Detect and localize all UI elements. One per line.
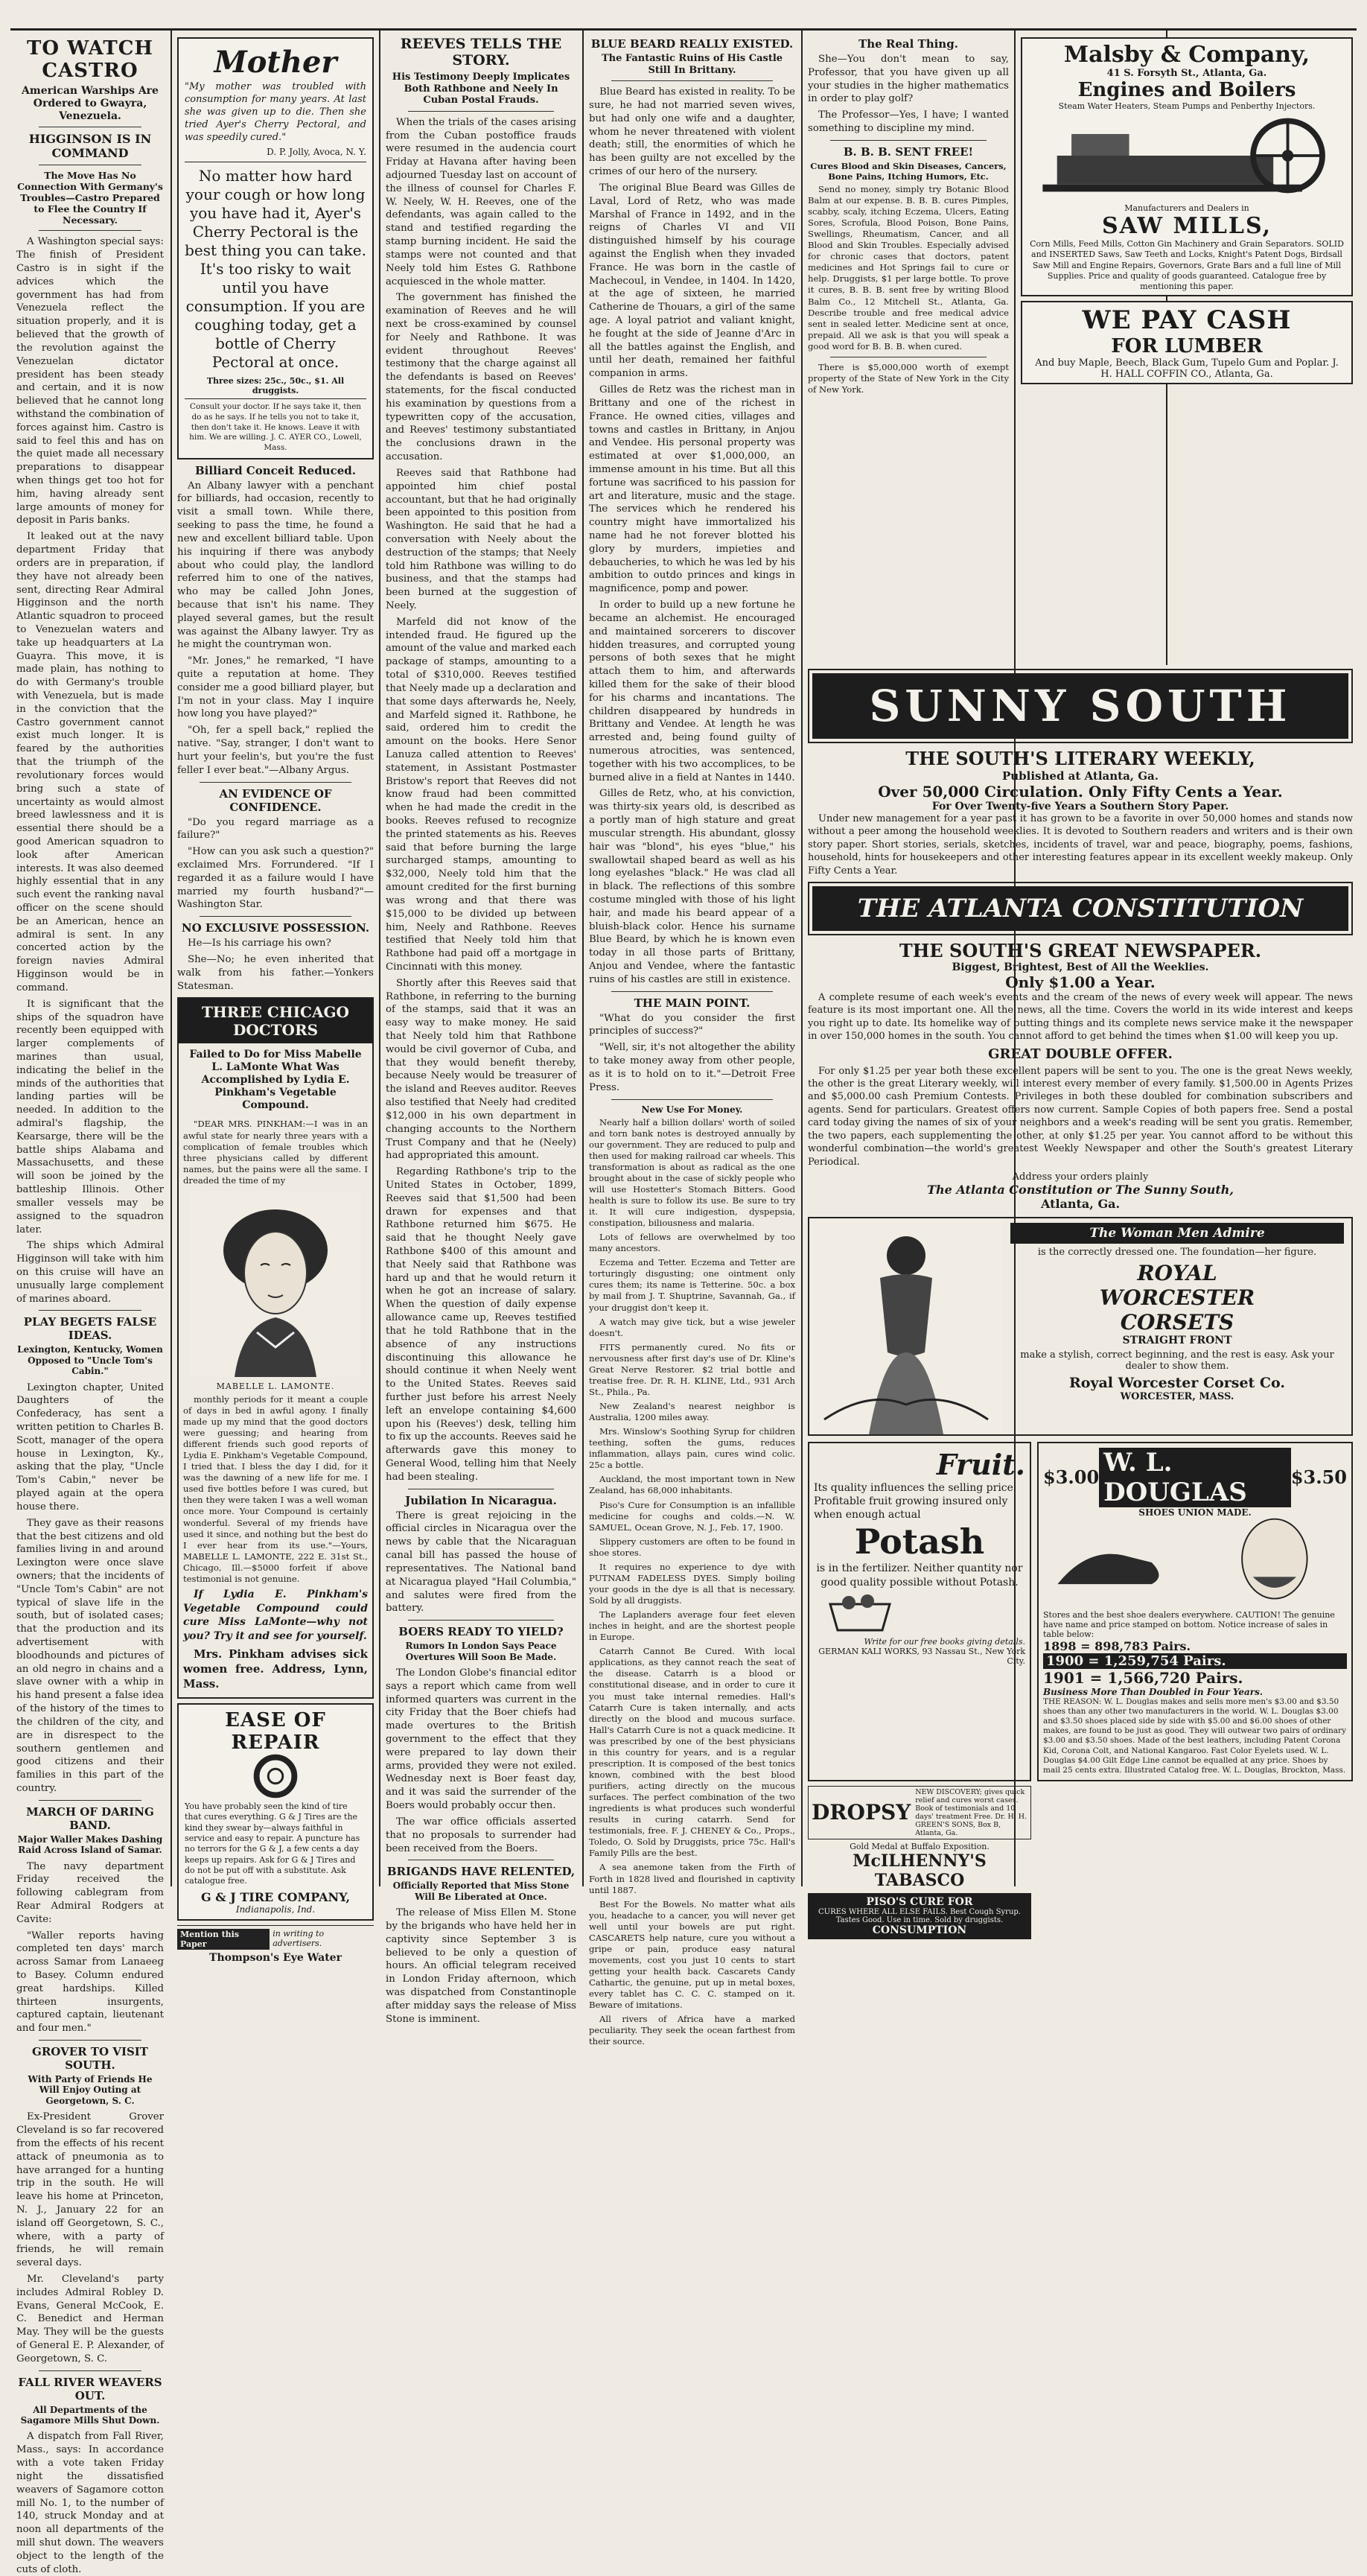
paragraph: monthly periods for it meant a couple of days in bed in awful agony. I finally made up my mind that the good doctors were guessing; and hearing from different friends such good reports of Lydia E. Pinkham's Vegetable Compound, I tried that. I bless the day I did, for it was the dawning of a new life for me. I used five bottles before I was cured, but then they were taken I was a well woman once more. Your Compound is certainly wonderful. Several of my friends have used it since, and nothing but the best do I ever hear from its use."—Yours, MABELLE L. LAMONTE, 222 E. 31st St., Chicago, Ill.—$5000 forfeit if above testimonial is not genuine. [183,1393,368,1584]
paragraph: There is $5,000,000 worth of exempt property of the State of New York in the City of New York. [808,361,1009,395]
ad-company: G & J TIRE COMPANY, [200,1889,351,1904]
divider [200,916,351,917]
ad-title: WE PAY CASH [1082,305,1292,336]
headline-bbb: B. B. B. SENT FREE! [843,144,974,159]
divider [39,1310,141,1311]
headline-blue-beard: BLUE BEARD REALLY EXISTED. [590,37,794,51]
paragraph: "Well, sir, it's not altogether the ability to take money away from other people, as it is to hold on to it."—Detroit Free Press. [589,1042,795,1093]
ad-line: For Over Twenty-five Years a Southern Story Paper. [931,801,1229,812]
portrait-illustration [190,1191,361,1377]
ad-title: THE SOUTH'S LITERARY WEEKLY, [905,748,1255,769]
divider [39,230,141,231]
paragraph: The government has finished the examination of Reeves and he will next be cross-examined by counsel for Neely and Rathbone. It was evident throughout Reeves' testimony that the charge against all the defendants is based on Reeves' statements, for the fiscal conducted his examination by questions from a typewritten copy of the accusation, and Reeves' testimony substantiated the conclusions drawn in the accusation. [386,292,576,463]
paragraph: It requires no experience to dye with PUTNAM FADELESS DYES. Simply boiling your goods in the dye is all that is necessary. Sold by all druggists. [589,1561,795,1606]
paragraph: A Washington special says: The finish of President Castro is in sight if the advices which the government has had from Venezuela reflect the situation properly, and it is believed that the growth of the revolution against the Venezuelan dictator president has been steady and certain, and it is now believed that he cannot long withstand the combination of forces against him. Castro is said to feel this and has on the quiet made all necessary preparations to disappear when things get too hot for him, having already sent large amounts of money for deposit in Paris banks. [16,236,164,527]
ad-line: Write for our free books giving details. [864,1636,1025,1647]
ad-line: Address your orders plainly [1012,1171,1149,1183]
ad-body: Its quality influences the selling price. Profitable fruit growing insured only when enough actual [814,1481,1017,1521]
ad-title: GREAT DOUBLE OFFER. [988,1046,1173,1062]
footer-strip [177,1925,374,1950]
paragraph: Shortly after this Reeves said that Rathbone, in referring to the burning of the stamps, said that it was an easy way to make money. He said that Neely told him that Rathbone would be civil governor of Cuba, and that they would benefit thereby, because Neely would be treasurer of the island and Reeves auditor. Reeves also testified that Neely had credited $12,000 in his own department in changing accounts to the Northern Trust Company and that he (Neely) had appropriated this amount. [386,977,576,1162]
ad-pitch: No matter how hard your cough or how long you have had it, Ayer's Cherry Pectoral is the best thing you can take. It's too risky to wait until you have consumption. If you are coughing today, get a bottle of Cherry Pectoral at once. [185,167,366,372]
paragraph: Mrs. Winslow's Soothing Syrup for children teething, soften the gums, reduces inflammation, allays pain, cures wind colic. 25c a bottle. [589,1426,795,1471]
fruit-basket-icon [814,1589,1025,1634]
bottom-ad-row [808,1786,1353,1939]
ad-brand: CORSETS [1120,1309,1234,1335]
divider [200,782,351,783]
ad-body: make a stylish, correct beginning, and the rest is easy. Ask your dealer to show them. [1020,1349,1334,1372]
ad-sunny-south [808,669,1353,743]
paragraph: Mr. Cleveland's party includes Admiral Robley D. Evans, General McCook, E. C. Benedict and Herman May. They will be the guests of General E. P. Alexander, of Georgetown, S. C. [16,2274,164,2364]
paragraph: It is significant that the ships of the squadron have recently been equipped with larger complements of marines than usual, indicating the belief in the minds of the authorities that landing parties will be needed. In addition to the admiral's flagship, the Kearsarge, there will be the battle ships Alabama and Massachusetts, and these will soon be joined by the battleship Illinois. Other smaller vessels may be assigned to the squadron later. [16,998,164,1235]
paragraph: Gilles de Retz was the richest man in Brittany and one of the richest in France. He owned cities, villages and towns and castles in Brittany, in Anjou and Vendee. His personal property was estimated at over $1,000,000, an immense amount in his time. But all this fortune was sacrificed to his passion for art and literature, music and the stage. The services which he rendered his country might have immortalized his name had he not forever blotted his glory by murders, impieties and debaucheries, to which he was led by his ambition to outdo princes and kings in magnificence, pomp and power. [589,384,795,595]
headline-fall-river: FALL RIVER WEAVERS OUT. [18,2375,162,2402]
divider [39,1800,141,1801]
column-machinery-ads [1016,33,1357,661]
ad-line: Over 50,000 Circulation. Only Fifty Cents a Year. [878,783,1283,801]
paragraph: She—You don't mean to say, Professor, that you have given up all your studies in the higher mathematics in order to play golf? [808,54,1009,105]
paragraph: It leaked out at the navy department Friday that orders are in preparation, if they have not already been sent, directing Rear Admiral Higginson and the north Atlantic squadron to proceed to Venezuelan waters and take up headquarters at La Guayra. This move, it is made plain, has nothing to do with Germany's trouble with Venezuela, but is made in the conviction that the Castro government cannot exist much longer. It is feared by the authorities that the triumph of the revolutionary forces would bring such a state of uncertainty as would almost breed lawlessness and it is essential there should be a good American squadron to look after American interests. It was also deemed highly essential that in any such event the ranking naval officer on the scene should be an American, hence an admiral is sent. In any concerted action by the foreign navies Admiral Higginson would be in command. [16,531,164,993]
divider [408,111,554,112]
ad-royal-worcester [808,1217,1353,1436]
ad-body: is in the fertilizer. Neither quantity nor good quality possible without Potash. [816,1562,1023,1588]
corset-illustration [809,1218,1003,1434]
ad-ayer-cherry-pectoral [177,37,374,459]
shoe-illustration [1043,1518,1347,1607]
paragraph: Piso's Cure for Consumption is an infallible medicine for coughs and colds.—N. W. SAMUEL, Ocean Grove, N. J., Feb. 17, 1900. [589,1499,795,1533]
bottom-ad-row [808,1442,1353,1781]
paragraph: FITS permanently cured. No fits or nervousness after first day's use of Dr. Kline's Great Nerve Restorer. $2 trial bottle and treatise free. Dr. R. H. KLINE, Ltd., 931 Arch St., Phila., Pa. [589,1341,795,1397]
ad-title: SAW MILLS, [1101,213,1272,239]
paragraph: A sea anemone taken from the Firth of Forth in 1828 lived and flourished in captivity until 1887. [589,1862,795,1895]
divider [830,140,987,141]
column-reeves [381,33,581,2025]
headline-billiard: Billiard Conceit Reduced. [195,463,356,477]
headline-brigands: BRIGANDS HAVE RELENTED, [386,1865,576,1879]
paragraph: Blue Beard has existed in reality. To be sure, he had not married seven wives, but had only one wife and a daughter, whom he never threatened with violent death; still, the enormities of which he has been guilty are not excelled by the crimes of our hero of the nursery. [589,86,795,178]
ad-line: The Atlanta Constitution or The Sunny South, [927,1182,1234,1197]
ad-line: Published at Atlanta, Ga. [1001,769,1159,783]
ad-line: Only $1.00 a Year. [1005,973,1156,992]
paragraph: Send no money, simply try Botanic Blood Balm at our expense. B. B. B. cures Pimples, scabby, scaly, itching Eczema, Ulcers, Eating Sores, Scrofula, Blood Poison, Bone Pains, Swellings, Rheumatism, Cancer, and all Blood and Skin Troubles. Especially advised for chronic cases that doctors, patent medicines and Hot Springs fail to cure or help. Druggists, $1 per large bottle. To prove it cures, B. B. B. sent free by writing Blood Balm Co., 12 Mitchell St., Atlanta, Ga. Describe trouble and free medical advice sent in sealed letter. Medicine sent at once, prepaid. All we ask is that you will speak a good word for B. B. B. when cured. [808,183,1009,352]
top-rule [10,28,1357,31]
headline-main-point: THE MAIN POINT. [634,996,751,1010]
divider [408,1620,554,1621]
column-rule [379,30,380,1886]
deck: All Departments of the Sagamore Mills Shut Down. [20,2404,160,2426]
ad-city: Indianapolis, Ind. [235,1904,316,1915]
ad-body: NEW DISCOVERY; gives quick relief and cures worst cases. Book of testimonials and 10 days' treatment Free. Dr. H. H. GREEN'S SONS, Box B, Atlanta, Ga. [915,1787,1027,1837]
headline-reeves: REEVES TELLS THE STORY. [400,36,562,69]
deck: With Party of Friends He Will Enjoy Outing at Georgetown, S. C. [28,2074,153,2106]
ad-company: Royal Worcester Corset Co. [1068,1374,1286,1391]
paragraph: They gave as their reasons that the best citizens and old families living in and around Lexington were once slave owners; that the incidents of "Uncle Tom's Cabin" are not typical of slave life in the south, but of isolated cases; that the production and its advertisement with bloodhounds and pictures of an old negro in chains and a slave owner with a whip in his hand present a false idea of the history of the times to the children of the city, and are in disrespect to the southern gentlemen and good citizens and their families in this part of the country. [16,1517,164,1794]
ad-stack [808,1786,1031,1939]
paragraph: Mrs. Pinkham advises sick women free. Address, Lynn, Mass. [183,1647,368,1691]
ad-douglas-shoes [1037,1442,1353,1781]
ad-title: McILHENNY'S TABASCO [853,1851,987,1890]
ad-line: Atlanta, Ga. [1040,1196,1121,1211]
headline-possession: NO EXCLUSIVE POSSESSION. [181,921,370,935]
headline-real-thing: The Real Thing. [858,37,958,51]
footer-ad: Thompson's Eye Water [209,1951,342,1964]
paragraph: "DEAR MRS. PINKHAM:—I was in an awful state for nearly three years with a complication of female troubles which three physicians called by different names, but the pains were all the same. I dreaded the time of my [183,1119,368,1186]
ad-signature: D. P. Jolly, Avoca, N. Y. [267,147,366,158]
ad-footnote: Consult your doctor. If he says take it, then do as he says. If he tells you not to take it, then don't take it. He knows. Leave it with him. We are willing. J. C. AYER CO., Lowell, Mass. [189,402,362,453]
deck: The Move Has No Connection With Germany's Troubles—Castro Prepared to Flee the Country If Necessary. [17,170,163,226]
paragraph: Marfeld did not know of the intended fraud. He figured up the amount of the value and marked each package of stamps, amounting to a total of $310,000. Reeves testified that Neely made up a declaration and that some days afterwards he, Neely, and Marfeld signed it. Rathbone, he said, ordered him to credit the amount on the books. Here Senor Lanuza called attention to Reeves' statement, in Assistant Postmaster Bristow's report that Reeves did not know fraud had been committed when he had made the credit in the books. Reeves refused to recognize the printed statements as his. Reeves said that before burning the large surcharged stamps, amounting to $32,000, Neely told him that the amount credited for the first burning was wrong and that there was $15,000 to be divided up between him, Neely and Rathbone. Reeves testified that Neely told him that Rathbone had paid off a mortgage in Cincinnati with this money. [386,616,576,973]
paragraph: The ships which Admiral Higginson will take with him on this cruise will have an unusually large complement of marines aboard. [16,1240,164,1305]
column-rule [582,30,584,1886]
paragraph: Gilles de Retz, who, at his conviction, was thirty-six years old, is described as a portly man of high stature and great muscular strength. His abundant, glossy hair was "blond", his eyes "blue," his swallowtail shaped beard as well as his long eyelashes "black." He was clad all in black. The reflections of this sombre costume mingled with those of his light hair, and made his beard appear of a bluish-black color. Hence his surname Blue Beard, by which he is known even today in all those parts of Brittany, Anjou and Vendee, where the fantastic ruins of his castles are still in existence. [589,788,795,985]
paragraph: She—No; he even inherited that walk from his father.—Yonkers Statesman. [177,954,374,992]
paragraph: Ex-President Grover Cleveland is so far recovered from the effects of his recent attack of pneumonia as to have arranged for a hunting trip in the south. He will leave his home at Princeton, N. J., January 22 for an island off Georgetown, S. C., where, with a party of friends, he will remain several days. [16,2111,164,2269]
deck: Officially Reported that Miss Stone Will Be Liberated at Once. [392,1880,570,1902]
ad-potash [808,1442,1031,1781]
ad-title: THE SOUTH'S GREAT NEWSPAPER. [899,940,1262,962]
ad-brand: WORCESTER [1099,1285,1255,1310]
masthead-sunny-south: SUNNY SOUTH [812,673,1348,739]
ad-price: Three sizes: 25c., 50c., $1. All druggists. [206,376,345,396]
column-misc-ads [803,33,1013,661]
ad-body: Stores and the best shoe dealers everywhere. CAUTION! The genuine have name and price stamped on bottom. Notice increase of sales in table below: [1043,1609,1335,1639]
footer-label: Mention this Paper [177,1929,270,1950]
engine-illustration [1028,111,1345,200]
tire-icon [185,1754,366,1799]
paragraph: A dispatch from Fall River, Mass., says: In accordance with a vote taken Friday night the dissatisfied weavers of Sagamore cotton mill No. 1, to the number of 140, struck Monday and at noon all departments of the mill shut down. The weavers object to the length of the cuts of cloth. [16,2431,164,2575]
ad-line: Gold Medal at Buffalo Exposition. [850,1841,990,1851]
paragraph: "What do you consider the first principles of success?" [589,1012,795,1037]
ad-line: Business More Than Doubled in Four Years. [1043,1686,1264,1697]
ad-we-pay-cash [1021,301,1353,384]
ad-body: You have probably seen the kind of tire that cures everything. G & J Tires are the kind they swear by—always faithful in service and easy to repair. A puncture has no terrors for the G & J, a few cents a day keeps up repairs. Ask for G & J Tires and do not be put off with a substitute. Ask catalogue free. [185,1801,360,1886]
ad-city: WORCESTER, MASS. [1120,1390,1234,1402]
ad-price: $3.50 [1290,1466,1347,1489]
footer-label: in writing to advertisers. [273,1928,325,1948]
right-block [803,669,1357,1936]
deck: American Warships Are Ordered to Gwayra, Venezuela. [22,85,159,122]
paragraph: Best For the Bowels. No matter what ails you, headache to a cancer, you will never get well until your bowels are put right. CASCARETS help nature, cure you without a gripe or pain, produce easy natural movements, cost you just 10 cents to start getting your health back. Cascarets Candy Cathartic, the genuine, put up in metal boxes, every tablet has C. C. C. stamped on it. Beware of imitations. [589,1898,795,2011]
ad-stat: 1898 = 898,783 Pairs. [1043,1638,1191,1653]
ad-company: GERMAN KALI WORKS, 93 Nassau St., New York City. [818,1646,1025,1666]
paragraph: Catarrh Cannot Be Cured. With local applications, as they cannot reach the seat of the disease. Catarrh is a blood or constitutional disease, and in order to cure it you must take internal remedies. Hall's Catarrh Cure is taken internally, and acts directly on the blood and mucous surface. Hall's Catarrh Cure is not a quack medicine. It was prescribed by one of the best physicians in this country for years, and is a regular prescription. It is composed of the best tonics known, combined with the best blood purifiers, acting directly on the mucous surfaces. The perfect combination of the two ingredients is what produces such wonderful results in curing catarrh. Send for testimonials, free. F. J. CHENEY & Co., Props., Toledo, O. Sold by Druggists, price 75c. Hall's Family Pills are the best. [589,1646,795,1859]
ad-title: DROPSY [812,1800,911,1825]
ad-subhead: Cures Blood and Skin Diseases, Cancers, Bone Pains, Itching Humors, Etc. [810,160,1007,182]
paragraph: There is great rejoicing in the official circles in Nicaragua over the news by cable that the Nicaraguan canal bill has passed the house of representatives. The National band at Nicaragua played "Hail Columbia," and salutes were fired from the battery. [386,1510,576,1615]
portrait-caption: MABELLE L. LAMONTE. [216,1381,335,1391]
headline-evidence: AN EVIDENCE OF CONFIDENCE. [219,786,332,814]
column-castro [12,33,168,2575]
deck: HIGGINSON IS IN COMMAND [28,132,152,161]
ad-subtitle: Engines and Boilers [1077,79,1296,101]
ad-title: Potash [854,1521,985,1562]
ad-stat: 1900 = 1,259,754 Pairs. [1043,1653,1347,1669]
ad-gj-tires [177,1703,374,1920]
paragraph: The London Globe's financial editor says a report which came from well informed quarters was current in the city Friday that the Boer chiefs had made overtures to the British government to the effect that they were prepared to lay down their arms, provided they were not exiled. Wednesday next is Boer feast day, and it was said the surrender of the Boers would probably occur then. [386,1667,576,1812]
ad-title: Malsby & Company, [1063,42,1310,68]
paragraph: The navy department Friday received the following cablegram from Rear Admiral Rodgers at Cavite: [16,1860,164,1925]
paragraph: Reeves said that Rathbone had appointed him chief postal accountant, but that he had originally been appointed to this position from Washington. He said that he had a conversation with Neely about the destruction of the stamps; that Neely told him Rathbone was willing to do business, and that the stamps had been burned at the suggestion of Neely. [386,467,576,612]
paragraph: For only $1.25 per year both these excellent papers will be sent to you. The one is the great News weekly, the other is the great Literary weekly, will interest every member of every family. $1,500.00 in Agents Prizes and $5,000.00 cash Premium Contests. Privileges in both these doubled for combination subscribers and agents. Send for particulars. Greatest offers now current. Sample Copies of both papers free. Send a postal card today giving the names of six of your neighbors and a week's reading will be sent you gratis. Remember, the two papers, each supplementing the other, at only $1.25 per year. You cannot afford to be without this wonderful combination—the world's greatest Weekly Newspaper and other the South's greatest Literary Periodical. [808,1065,1353,1168]
column-rule [801,30,803,1886]
paragraph: Nearly half a billion dollars' worth of soiled and torn bank notes is destroyed annually by our government. They are reduced to pulp and then used for making railroad car wheels. This transformation is about as radical as the one brought about in the case of sickly people who will use Hostetter's Stomach Bitters. Good health is sure to follow its use. Be sure to try it. It will cure indigestion, dyspepsia, constipation, biliousness and malaria. [589,1116,795,1229]
ad-banner: The Woman Men Admire [1010,1223,1344,1244]
deck: Lexington, Kentucky, Women Opposed to "Uncle Tom's Cabin." [17,1344,163,1377]
paragraph: The release of Miss Ellen M. Stone by the brigands who have held her in captivity since September 3 is believed to be only a question of hours. An official telegram received in London Friday afternoon, which was dispatched from Constantinople after midday says the release of Miss Stone is imminent. [386,1907,576,2025]
ad-line: Biggest, Brightest, Best of All the Weeklies. [952,961,1209,974]
ad-brand: ROYAL [1137,1260,1217,1285]
ad-deck: Failed to Do for Miss Mabelle L. LaMonte What Was Accomplished by Lydia E. Pinkham's Vegetable Compound. [189,1049,362,1111]
ad-sub: SHOES UNION MADE. [1138,1507,1252,1518]
deck: The Fantastic Ruins of His Castle Still In Brittany. [601,53,783,76]
paragraph: Slippery customers are often to be found in shoe stores. [589,1536,795,1558]
paragraph: Regarding Rathbone's trip to the United States in October, 1899, Reeves said that $1,500 had been drawn for expenses and that Rathbone returned him $675. He said that he thought Neely gave Rathbone $400 of this amount and that Neely said that Rathbone was hard up and that he would return it when he got an increase of salary. When the question of daily expense allowance came up, Reeves testified that he told Rathbone that in the absence of any instructions discontinuing this allowance he should continue it when Neely went to the United States. Reeves said further just before his arrest Neely left an envelope containing $4,600 upon his (Reeves') desk, telling him to fix up the accounts. Reeves said he afterwards gave this money to General Wood, telling him that Neely had been stealing. [386,1166,576,1483]
ad-title: Mother [214,45,337,80]
ad-price: $3.00 [1043,1466,1100,1489]
paragraph: The Laplanders average four feet eleven inches in height, and are the shortest people in Europe. [589,1609,795,1643]
headline-play: PLAY BEGETS FALSE IDEAS. [23,1315,157,1343]
ad-body: And buy Maple, Beech, Black Gum, Tupelo Gum and Poplar. J. H. HALL COFFIN CO., Atlanta, Ga. [1035,357,1339,381]
ad-body: CURES WHERE ALL ELSE FAILS. Best Cough Syrup. Tastes Good. Use in time. Sold by druggists. [818,1907,1021,1924]
paragraph: "Mr. Jones," he remarked, "I have quite a reputation at home. They consider me a good billiard player, but I'm not in your class. May I inquire how long you have played?" [177,655,374,720]
headline-money: New Use For Money. [641,1104,743,1115]
paragraph: He—Is his carriage his own? [188,938,331,950]
ad-malsby [1021,37,1353,296]
paragraph: Under new management for a year past it has grown to be a favorite in over 50,000 homes and stands now without a peer among the household weeklies. It is devoted to Southern readers and writers and is their own story paper. Short stories, serials, sketches, incidents of travel, war and peace, biography, poems, fashions, household, hints for housekeepers and other interesting features appear in its excellent weekly makeup. Only Fifty Cents a Year. [808,813,1353,877]
ad-title: Fruit. [936,1447,1025,1481]
paragraph: Lexington chapter, United Daughters of the Confederacy, has sent a written petition to Charles B. Scott, manager of the opera house in Lexington, Ky., asking that the play, "Uncle Tom's Cabin," never be played again at the opera house there. [16,1381,164,1513]
paragraph: New Zealand's nearest neighbor is Australia, 1200 miles away. [589,1401,795,1423]
column-blue-beard [584,33,800,2047]
paragraph: Auckland, the most important town in New Zealand, has 68,000 inhabitants. [589,1474,795,1496]
divider [39,2370,141,2371]
divider [611,991,773,992]
paragraph: "Do you regard marriage as a failure?" [177,816,374,842]
paragraph: If Lydia E. Pinkham's Vegetable Compound could cure Miss LaMonte—why not you? Try it and see for yourself. [183,1588,368,1643]
headline-nicaragua: Jubilation In Nicaragua. [405,1493,557,1507]
divider [611,1099,773,1100]
headline-march: MARCH OF DARING BAND. [26,1804,154,1832]
paragraph: Lots of fellows are overwhelmed by too many ancestors. [589,1232,795,1254]
ad-title: EASE OF REPAIR [225,1709,326,1755]
deck: His Testimony Deeply Implicates Both Rathbone and Neely In Cuban Postal Frauds. [392,71,570,106]
ad-body: THE REASON: W. L. Douglas makes and sells more men's $3.00 and $3.50 shoes than any other two manufacturers in the world. W. L. Douglas $3.00 and $3.50 shoes placed side by side with $5.00 and $6.00 shoes of other makes, are found to be just as good. They will outwear two pairs of ordinary $3.00 and $3.50 shoes. Made of the best leathers, including Patent Corona Kid, Corona Colt, and National Kangaroo. Fast Color Eyelets used. W. L. Douglas $4.00 Gilt Edge Line cannot be equalled at any price. Shoes by mail 25 cents extra. Illustrated Catalog free. W. L. Douglas, Brockton, Mass. [1043,1696,1347,1775]
ad-line: is the correctly dressed one. The foundation—her figure. [1037,1246,1317,1258]
headline-grover: GROVER TO VISIT SOUTH. [32,2045,148,2073]
headline-castro: TO WATCH CASTRO [27,37,153,82]
paragraph: "Oh, fer a spell back," replied the native. "Say, stranger, I don't want to hurt your feelin's, but you're the fust feller I ever beat."—Albany Argus. [177,725,374,776]
ad-banner: THREE CHICAGO DOCTORS [179,999,372,1043]
ad-subtitle: FOR LUMBER [1111,335,1263,358]
ad-pinkham [177,997,374,1699]
paragraph: When the trials of the cases arising from the Cuban postoffice frauds were resumed in the audencia court Friday at Havana after having been adjourned Tuesday last on account of the illness of counsel for Charles F. W. Neely, W. H. Reeves, one of the defendants, was again called to the stand and testified regarding the stamp burning incident. He said the stamps were not counted and that Neely told him Estes G. Rathbone acquiesced in the whole matter. [386,116,576,287]
column-ads-misc [173,33,378,1964]
ad-pre: Manufacturers and Dealers in [1124,203,1249,213]
masthead-constitution: THE ATLANTA CONSTITUTION [812,886,1348,931]
paragraph: In order to build up a new fortune he became an alchemist. He encouraged and maintained sorcerers to discover hidden treasures, and corrupted young persons of both sexes that he might attach them to him, and afterwards killed them for the sake of their blood for his charms and incantations. The children disappeared by hundreds in Brittany and Vendee. At length he was arrested and, being found guilty of numerous atrocities, was sentenced, together with his two accomplices, to be burned alive in a field at Nantes in 1440. [589,600,795,783]
deck: Rumors In London Says Peace Overtures Will Soon Be Made. [405,1641,557,1662]
paragraph: Eczema and Tetter. Eczema and Tetter are torturingly disgusting; one ointment only cures them; its name is Tetterine. 50c. a box by mail from J. T. Shuptrine, Savannah, Ga., if your druggist don't keep it. [589,1257,795,1313]
ad-constitution [808,882,1353,935]
ad-title: CONSUMPTION [872,1924,967,1936]
paragraph: An Albany lawyer with a penchant for billiards, had occasion, recently to visit a small town. While there, seeking to pass the time, he found a new and excellent billiard table. Upon his inquiring if there was anybody about who could play, the landlord referred him to one of the natives, who may be called John Jones, because that isn't his name. They played several games, but the result was against the Albany lawyer. Try as he might the countryman won. [177,480,374,651]
ad-stat: 1901 = 1,566,720 Pairs. [1043,1668,1243,1687]
paragraph: "Waller reports having completed ten days' march across Samar from Lanaeeg to Basey. Column endured great hardships. Killed thirteen insurgents, captured captain, lieutenant and four men." [16,1930,164,2035]
ad-title: W. L. DOUGLAS [1099,1448,1291,1507]
paragraph: The original Blue Beard was Gilles de Laval, Lord of Retz, who was made Marshal of France in 1492, and in the reigns of Charles VI and VII distinguished himself by his courage against the English when they invaded France. He was born in the castle of Machecoul, in Vendee, in 1404. In 1420, at the age of sixteen, he married Catherine de Thouars, a girl of the same age. A loyal patriot and valiant knight, he fought at the side of Jeanne d'Arc in all the battles against the English, and until her death, remained her faithful companion in arms. [589,182,795,380]
headline-boers: BOERS READY TO YIELD? [398,1625,564,1639]
ad-title: PISO'S CURE FOR [866,1895,973,1908]
ad-line: Steam Water Heaters, Steam Pumps and Penberthy Injectors. [1058,101,1316,111]
paragraph: The Professor—Yes, I have; I wanted something to discipline my mind. [808,109,1009,135]
paragraph: All rivers of Africa have a marked peculiarity. They seek the ocean farthest from their source. [589,2014,795,2047]
ad-address: 41 S. Forsyth St., Atlanta, Ga. [1106,68,1267,79]
paragraph: "How can you ask such a question?" exclaimed Mrs. Forrundered. "If I regarded it as a failure would I have married my fourth husband?"—Washington Star. [177,846,374,911]
ad-tag: STRAIGHT FRONT [1122,1334,1232,1346]
paragraph: The war office officials asserted that no proposals to surrender had been received from the Boers. [386,1816,576,1854]
divider [611,80,773,81]
ad-body: Corn Mills, Feed Mills, Cotton Gin Machinery and Grain Separators. SOLID and INSERTED Saws, Saw Teeth and Locks, Knight's Patent Dogs, Birdsall Saw Mill and Engine Repairs, Governors, Grate Bars and a full line of Mill Supplies. Price and quality of goods guaranteed. Catalogue free by mentioning this paper. [1030,239,1344,292]
column-rule [171,30,172,1886]
deck: Major Waller Makes Dashing Raid Across Island of Samar. [17,1834,163,1856]
divider [39,2040,141,2041]
paragraph: A watch may give tick, but a wise jeweler doesn't. [589,1316,795,1338]
paragraph: A complete resume of each week's events and the cream of the news of every week will appear. The news feature is its most important one. All the news, all the time. Covers the world in its wide interest and keeps you right up to date. Its homelike way of putting things and its complete news service make it the newspaper in over 150,000 homes in the south. You cannot afford to get behind the times when $1.00 will keep you up. [808,992,1353,1043]
ad-quote: "My mother was troubled with consumption for many years. At last she was given up to die. Then she tried Ayer's Cherry Pectoral, and was speedily cured." [185,81,366,143]
